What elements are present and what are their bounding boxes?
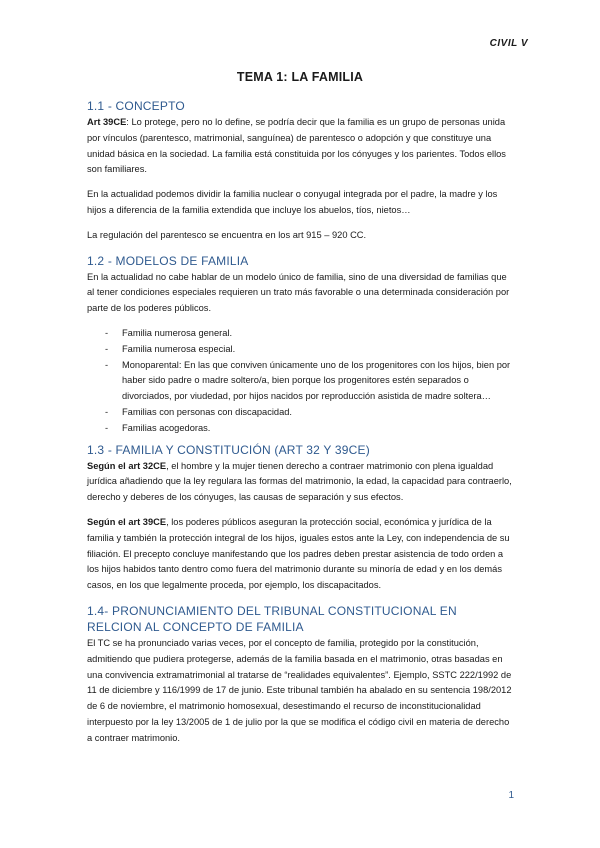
family-model-list [105,326,513,437]
section-heading-tribunal: 1.4- PRONUNCIAMIENTO DEL TRIBUNAL CONSTITUCIONAL EN RELCION AL CONCEPTO DE FAMILIA [87,603,457,634]
list-item: - Familia numerosa especial. [105,342,513,358]
paragraph [87,515,513,594]
paragraph-lead: Art 39CE [87,117,127,127]
paragraph: En la actualidad no cabe hablar de un modelo único de familia, sino de una diversidad de familias que al tener condiciones especiales requieren un trato más favorable o una determinada consideración por parte de los poderes públicos. [87,271,510,314]
paragraph [87,115,513,178]
section-heading-modelos: 1.2 - MODELOS DE FAMILIA [87,253,249,268]
list-item: - Familia numerosa general. [105,326,513,342]
page-content [87,70,513,756]
list-item: - Monoparental: En las que conviven únicamente uno de los progenitores con los hijos, bien por haber sido padre o madre soltero/a, bien porque los progenitores estén separados o divorciados, por viudedad, por hijos nacidos por reproducción asistida de madre soltera… [105,358,513,405]
paragraph-text: : Lo protege, pero no lo define, se podría decir que la familia es un grupo de personas unida por vínculos (parentesco, matrimonial, sanguínea) de parentesco o adopción y que constituye una unidad básica en la sociedad. La familia está constituida por los cónyuges y los parientes. Todos ellos son familiares. [87,117,506,175]
document-title: TEMA 1: LA FAMILIA [236,70,364,84]
paragraph-lead: Según el art 32CE [87,460,167,471]
page-number: 1 [508,790,514,801]
running-header: CIVIL V [489,38,528,49]
section-heading-constitucion: 1.3 - FAMILIA Y CONSTITUCIÓN (ART 32 Y 39CE) [87,442,370,457]
paragraph: El TC se ha pronunciado varias veces, por el concepto de familia, protegido por la constitución, admitiendo que pudiera protegerse, además de la familia basada en el matrimonio, otras basadas en una convivencia extramatrimonial al tratarse de “realidades equivalentes”. Ejemplo, SSTC 222/1992 de 11 de diciembre y 116/1999 de 17 de junio. Este tribunal también ha abalado en su sentencia 198/2012 de 6 de noviembre, el matrimonio homosexual, desestimando el recurso de inconstitucionalidad interpuesto por la ley 13/2005 de 1 de julio por la que se modifica el código civil en materia de derecho a contraer matrimonio. [87,637,512,743]
paragraph-text: , el hombre y la mujer tienen derecho a contraer matrimonio con plena igualdad jurídica añadiendo que la ley regulara las formas del matrimonio, la edad, la capacidad para contraerlo, derecho y deberes de los cónyuges, las causas de separación y sus efectos. [87,460,512,503]
list-item: - Familias con personas con discapacidad. [105,405,513,421]
paragraph-lead: Según el art 39CE [87,516,167,527]
paragraph-text: , los poderes públicos aseguran la protección social, económica y jurídica de la familia y también la protección integral de los hijos, iguales estos ante la Ley, con independencia de su filiación. El precepto concluye manifestando que los padres deben prestar asistencia de todo orden a los hijos habidos tanto dentro como fuera del matrimonio durante su minoría de edad y en los demás casos, en los que legalmente proceda, por ejemplo, los discapacitados. [87,516,510,591]
paragraph [87,459,513,506]
paragraph: La regulación del parentesco se encuentra en los art 915 – 920 CC. [87,229,367,240]
list-item: - Familias acogedoras. [105,421,513,437]
section-heading-concepto: 1.1 - CONCEPTO [87,99,185,113]
paragraph: En la actualidad podemos dividir la familia nuclear o conyugal integrada por el padre, la madre y los hijos a diferencia de la familia extendida que incluye los abuelos, tíos, nietos… [87,189,498,215]
